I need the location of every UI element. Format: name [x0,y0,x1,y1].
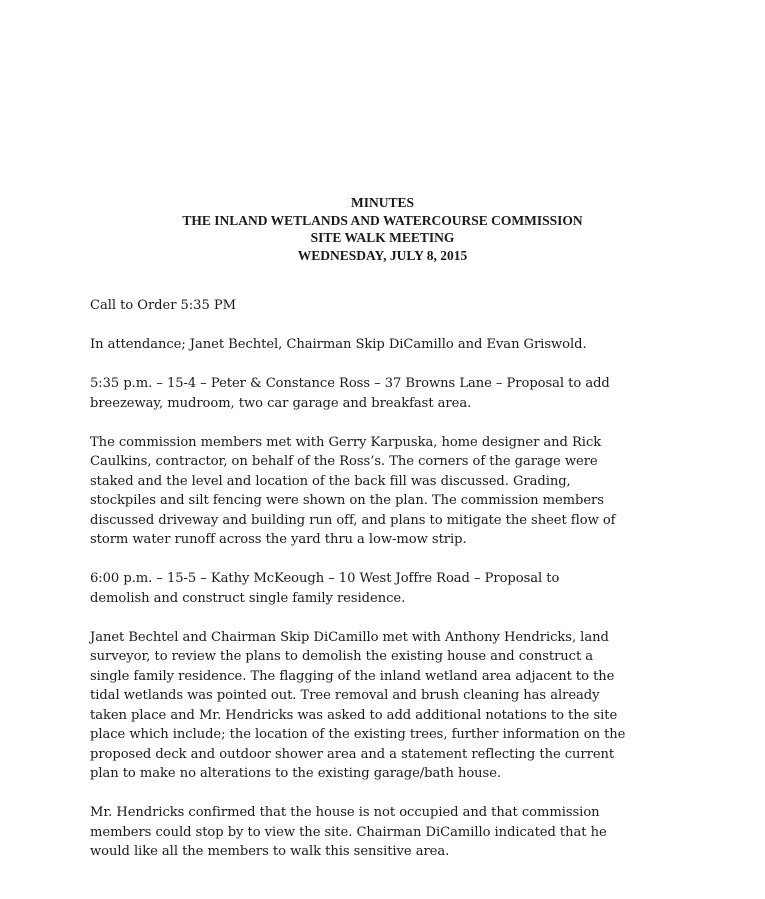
text-line: discussed driveway and building run off, and plans to mitigate the sheet flow of [90,512,616,528]
text-line: Janet Bechtel and Chairman Skip DiCamillo met with Anthony Hendricks, land [90,629,609,645]
text-line: would like all the members to walk this sensitive area. [90,844,450,859]
text-line: taken place and Mr. Hendricks was asked to add additional notations to the site [90,707,618,723]
minutes-body [90,296,690,881]
paragraph-attendance [90,335,690,355]
text-line: staked and the level and location of the back fill was discussed. Grading, [90,473,571,489]
text-line: Call to Order 5:35 PM [90,298,236,313]
text-line: The commission members met with Gerry Karpuska, home designer and Rick [90,434,602,450]
heading-commission-name: THE INLAND WETLANDS AND WATERCOURSE COMMISSION [182,212,583,228]
paragraph-agenda-item-mckeough [90,569,690,608]
text-line: surveyor, to review the plans to demolish the existing house and construct a [90,649,594,664]
heading-minutes: MINUTES [350,195,414,210]
text-line: Mr. Hendricks confirmed that the house is not occupied and that commission [90,805,600,820]
text-line: storm water runoff across the yard thru a low-mow strip. [90,532,467,547]
text-line: stockpiles and silt fencing were shown on the plan. The commission members [90,493,604,508]
text-line: 5:35 p.m. – 15-4 – Peter & Constance Ross – 37 Browns Lane – Proposal to add [90,376,610,391]
text-line: members could stop by to view the site. Chairman DiCamillo indicated that he [90,824,607,840]
document-heading [0,194,765,264]
text-line: demolish and construct single family residence. [90,590,406,606]
paragraph-ross-discussion [90,433,690,550]
text-line: Caulkins, contractor, on behalf of the Ross’s. The corners of the garage were [90,454,598,469]
text-line: tidal wetlands was pointed out. Tree removal and brush cleaning has already [90,688,600,703]
paragraph-site-visit-note [90,803,690,862]
text-line: plan to make no alterations to the existing garage/bath house. [90,766,502,781]
heading-meeting-type: SITE WALK MEETING [310,230,455,245]
heading-meeting-date: WEDNESDAY, JULY 8, 2015 [297,247,468,263]
text-line: In attendance; Janet Bechtel, Chairman Skip DiCamillo and Evan Griswold. [90,337,587,352]
text-line: place which include; the location of the existing trees, further information on the [90,727,626,742]
paragraph-call-to-order [90,296,690,316]
text-line: 6:00 p.m. – 15-5 – Kathy McKeough – 10 West Joffre Road – Proposal to [90,571,560,586]
paragraph-agenda-item-ross [90,374,690,413]
text-line: proposed deck and outdoor shower area and a statement reflecting the current [90,746,615,762]
text-line: breezeway, mudroom, two car garage and breakfast area. [90,395,472,411]
text-line: single family residence. The flagging of the inland wetland area adjacent to the [90,668,615,684]
paragraph-mckeough-discussion [90,628,690,784]
